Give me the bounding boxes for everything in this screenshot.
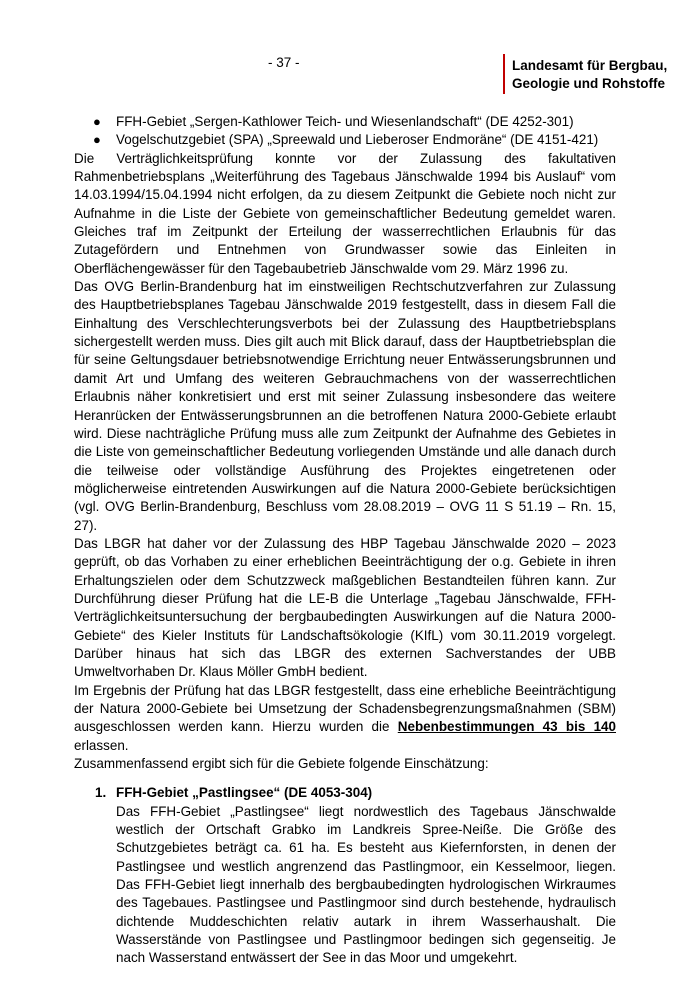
list-item: ● Vogelschutzgebiet (SPA) „Spreewald und Lieberoser Endmoräne“ (DE 4151-421) [74, 131, 616, 149]
ancillary-provisions-reference: Nebenbestimmungen 43 bis 140 [397, 719, 616, 735]
section-body: Das FFH-Gebiet „Pastlingsee“ liegt nordwestlich des Tagebaus Jänschwalde westlich der Ortschaft Grabko im Landkreis Spree-Neiße. Die Größe des Schutzgebietes beträgt ca. 61 ha. Es besteht aus Kiefernforsten, in denen der Pastlingsee und westlich angrenzend das Pastlingmoor, ein Kesselmoor, liegen. Das FFH-Gebiet liegt innerhalb des bergbaubedingten hydrologischen Wirkraumes des Tagebaues. Pastlingsee und Pastlingmoor sind durch bestehende, hydraulisch dichtende Muddeschichten relativ autark in ihrem Wasserhaushalt. Die Wasserstände von Pastlingsee und Pastlingmoor bedingen sich gegenseitig. Je nach Wasserstand entwässert der See in das Moor und umgekehrt. [116, 803, 616, 966]
paragraph: Das LBGR hat daher vor der Zulassung des HBP Tagebau Jänschwalde 2020 – 2023 geprüft, ob das Vorhaben zu einer erheblichen Beeinträchtigung der o.g. Gebiete in ihren Erhaltungszielen oder dem Schutzzweck maßgeblichen Bestandteilen führen kann. Zur Durchführung dieser Prüfung hat die LE-B die Unterlage „Tagebau Jänschwalde, FFH-Verträglichkeitsuntersuchung der bergbaubedingten Auswirkungen auf die Natura 2000-Gebiete“ des Kieler Instituts für Landschaftsökologie (KIfL) vom 30.11.2019 vorgelegt. Darüber hinaus hat sich das LBGR des externen Sachverstandes der UBB Umweltvorhaben Dr. Klaus Möller GmbH bedient. [74, 535, 616, 680]
section-title: FFH-Gebiet „Pastlingsee“ (DE 4053-304) [116, 785, 373, 801]
authority-name [512, 57, 667, 93]
paragraph: Im Ergebnis der Prüfung hat das LBGR festgestellt, dass eine erhebliche Beeinträchtigung der Natura 2000-Gebiete bei Umsetzung der Schadensbegrenzungsmaßnahmen (SBM) ausgeschlossen werden kann. Hierzu wurden die Nebenbestimmungen 43 bis 140 erlassen. [74, 682, 616, 753]
bullet-icon: ● [93, 132, 101, 148]
numbered-section [74, 784, 616, 967]
protected-areas-list [74, 113, 616, 150]
header-accent-rule [503, 54, 505, 94]
document-body [74, 113, 616, 968]
page-number: - 37 - [268, 55, 300, 70]
paragraph: Zusammenfassend ergibt sich für die Gebiete folgende Einschätzung: [74, 756, 489, 772]
paragraph: Das OVG Berlin-Brandenburg hat im einstweiligen Rechtschutzverfahren zur Zulassung des Hauptbetriebsplanes Tagebau Jänschwalde 2019 festgestellt, dass in diesem Fall die Einhaltung des Verschlechterungsverbots bei der Zulassung des Hauptbetriebsplans sichergestellt werden muss. Dies gilt auch mit Blick darauf, dass der Hauptbetriebsplan die für seine Geltungsdauer betriebsnotwendige Errichtung neuer Entwässerungsbrunnen und damit Art und Umfang des weiteren Gebrauchmachens von der wasserrechtlichen Erlaubnis näher konkretisiert und erst mit seiner Zulassung insbesondere das weitere Heranrücken der Entwässerungsbrunnen an die betroffenen Natura 2000-Gebiete erlaubt wird. Diese nachträgliche Prüfung muss alle zum Zeitpunkt der Aufnahme des Gebietes in die Liste von gemeinschaftlicher Bedeutung vorliegenden Umstände und alle danach durch die teilweise oder vollständige Ausführung des Projektes eingetretenen oder möglicherweise eintretenden Auswirkungen auf die Natura 2000-Gebiete berücksichtigen (vgl. OVG Berlin-Brandenburg, Beschluss vom 28.08.2019 – OVG 11 S 51.19 – Rn. 15, 27). [74, 279, 616, 533]
bullet-icon: ● [93, 114, 101, 129]
authority-line-1: Landesamt für Bergbau, [512, 58, 668, 73]
section-heading [74, 784, 616, 802]
authority-line-2: Geologie und Rohstoffe [512, 76, 665, 91]
paragraph: Die Verträglichkeitsprüfung konnte vor der Zulassung des fakultativen Rahmenbetriebsplans „Weiterführung des Tagebaus Jänschwalde 1994 bis Auslauf“ vom 14.03.1994/15.04.1994 nicht erfolgen, da zu diesem Zeitpunkt die Gebiete noch nicht zur Aufnahme in die Liste der Gebiete von gemeinschaftlicher Bedeutung gemeldet waren. Gleiches traf im Zeitpunkt der Erteilung der wasserrechtlichen Erlaubnis für das Zutagefördern und Entnehmen von Grundwasser sowie das Einleiten in Oberflächengewässer für den Tagebaubetrieb Jänschwalde vom 29. März 1996 zu. [74, 150, 616, 276]
section-number: 1. [95, 785, 107, 801]
list-item: ● FFH-Gebiet „Sergen-Kathlower Teich- und Wiesenlandschaft“ (DE 4252-301) [74, 113, 616, 131]
